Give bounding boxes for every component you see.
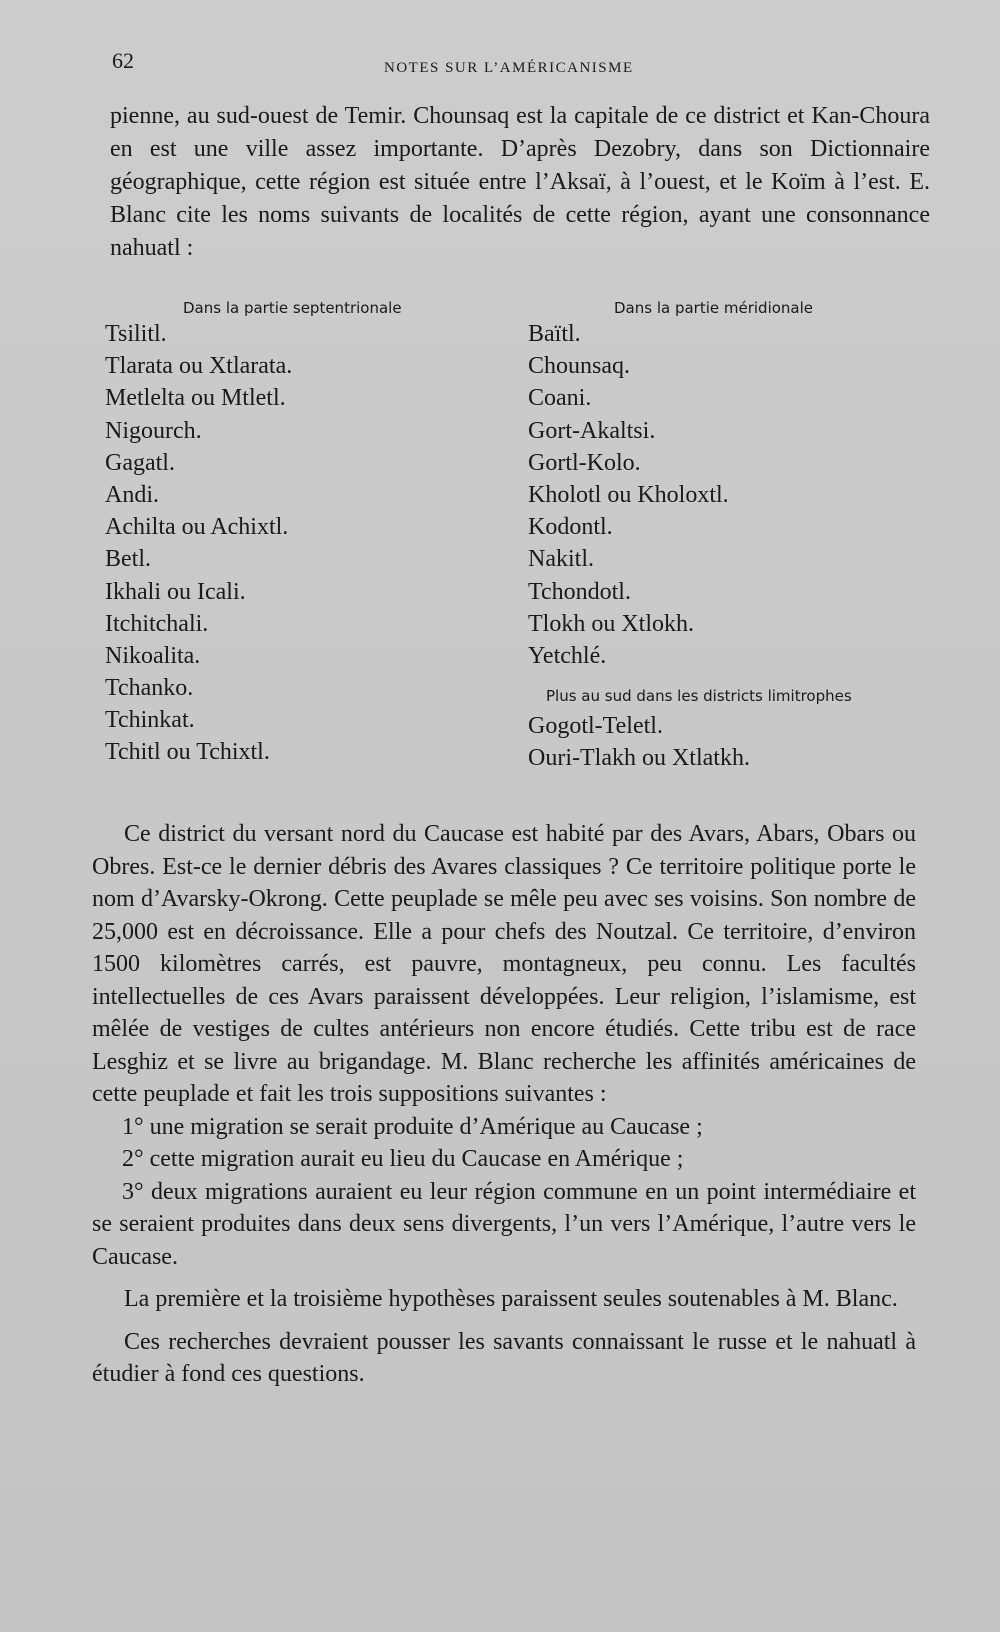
northern-localities-list [105, 318, 485, 769]
locality-name: Yetchlé. [528, 642, 607, 669]
locality-name: Tchondotl. [528, 578, 631, 605]
locality-name: Tchinkat. [105, 707, 195, 734]
locality-name: Kodontl. [528, 514, 613, 541]
southern-localities-list [528, 318, 928, 672]
locality-name: Tlarata ou Xtlarata. [105, 353, 293, 380]
locality-name: Gagatl. [105, 449, 175, 476]
northern-heading: Dans la partie septentrionale [183, 299, 402, 317]
intro-paragraph: pienne, au sud-ouest de Temir. Chounsaq est la capitale de ce district et Kan-Choura en est une ville assez importante. D’après Dezobry, dans son Dictionnaire géographique, cette région est située entre l’Aksaï, à l’ouest, et le Koïm à l’est. E. Blanc cite les noms suivants de localités de cette région, ayant une consonnance nahuatl : [110, 103, 930, 261]
locality-name: Tchanko. [105, 675, 194, 702]
paragraph: La première et la troisième hypothèses paraissent seules soutenables à M. Blanc. [124, 1286, 898, 1312]
neighboring-districts-heading: Plus au sud dans les districts limitrophes [546, 687, 852, 706]
locality-name: Nakitl. [528, 546, 594, 573]
locality-name: Chounsaq. [528, 353, 630, 380]
locality-name: Itchitchali. [105, 610, 209, 637]
running-head: NOTES SUR L’AMÉRICANISME [384, 60, 634, 76]
locality-name: Ouri-Tlakh ou Xtlatkh. [528, 745, 750, 772]
locality-name: Tchitl ou Tchixtl. [105, 739, 270, 766]
locality-name: Gogotl-Teletl. [528, 713, 663, 740]
locality-name: Tlokh ou Xtlokh. [528, 610, 694, 637]
body-text [92, 818, 916, 1391]
locality-name: Ikhali ou Icali. [105, 578, 246, 605]
hypothesis-item: 2° cette migration aurait eu lieu du Caucase en Amérique ; [122, 1146, 684, 1172]
northern-localities-column [105, 298, 485, 769]
paragraph: Ce district du versant nord du Caucase est habité par des Avars, Abars, Obars ou Obres. Est-ce le dernier débris des Avares classiques ? Ce territoire politique porte le nom d’Avarsky-Okrong. Cette peuplade se mêle peu avec ses voisins. Son nombre de 25,000 est en décroissance. Elle a pour chefs des Noutzal. Ce territoire, d’environ 1500 kilomètres carrés, est pauvre, montagneux, peu connu. Les facultés intellectuelles de ces Avars paraissent développées. Leur religion, l’islamisme, est mêlée de vestiges de cultes antérieurs non encore étudiés. Cette tribu est de race Lesghiz et se livre au brigandage. M. Blanc recherche les affinités américaines de cette peuplade et fait les trois suppositions suivantes : [92, 821, 916, 1107]
locality-name: Baïtl. [528, 321, 581, 347]
page-header [112, 48, 932, 88]
locality-name: Nikoalita. [105, 642, 201, 669]
page-number: 62 [112, 48, 134, 73]
locality-name: Tsilitl. [105, 321, 167, 347]
hypothesis-item: 3° deux migrations auraient eu leur région commune en un point intermédiaire et se seraient produites dans deux sens divergents, l’un vers l’Amérique, l’autre vers le Caucase. [92, 1178, 916, 1270]
locality-name: Gortl-Kolo. [528, 449, 641, 476]
locality-name: Metlelta ou Mtletl. [105, 385, 286, 412]
southern-localities-column [528, 298, 928, 774]
paragraph: Ces recherches devraient pousser les savants connaissant le russe et le nahuatl à étudier à fond ces questions. [92, 1328, 916, 1387]
locality-name: Kholotl ou Kholoxtl. [528, 481, 729, 508]
locality-name: Coani. [528, 385, 592, 412]
locality-name: Gort-Akaltsi. [528, 417, 656, 444]
locality-name: Achilta ou Achixtl. [105, 514, 289, 541]
hypothesis-item: 1° une migration se serait produite d’Amérique au Caucase ; [122, 1113, 703, 1140]
neighboring-localities-list [528, 710, 928, 774]
locality-name: Betl. [105, 546, 151, 573]
locality-name: Nigourch. [105, 417, 202, 444]
southern-heading: Dans la partie méridionale [614, 299, 814, 317]
locality-name: Andi. [105, 481, 159, 508]
